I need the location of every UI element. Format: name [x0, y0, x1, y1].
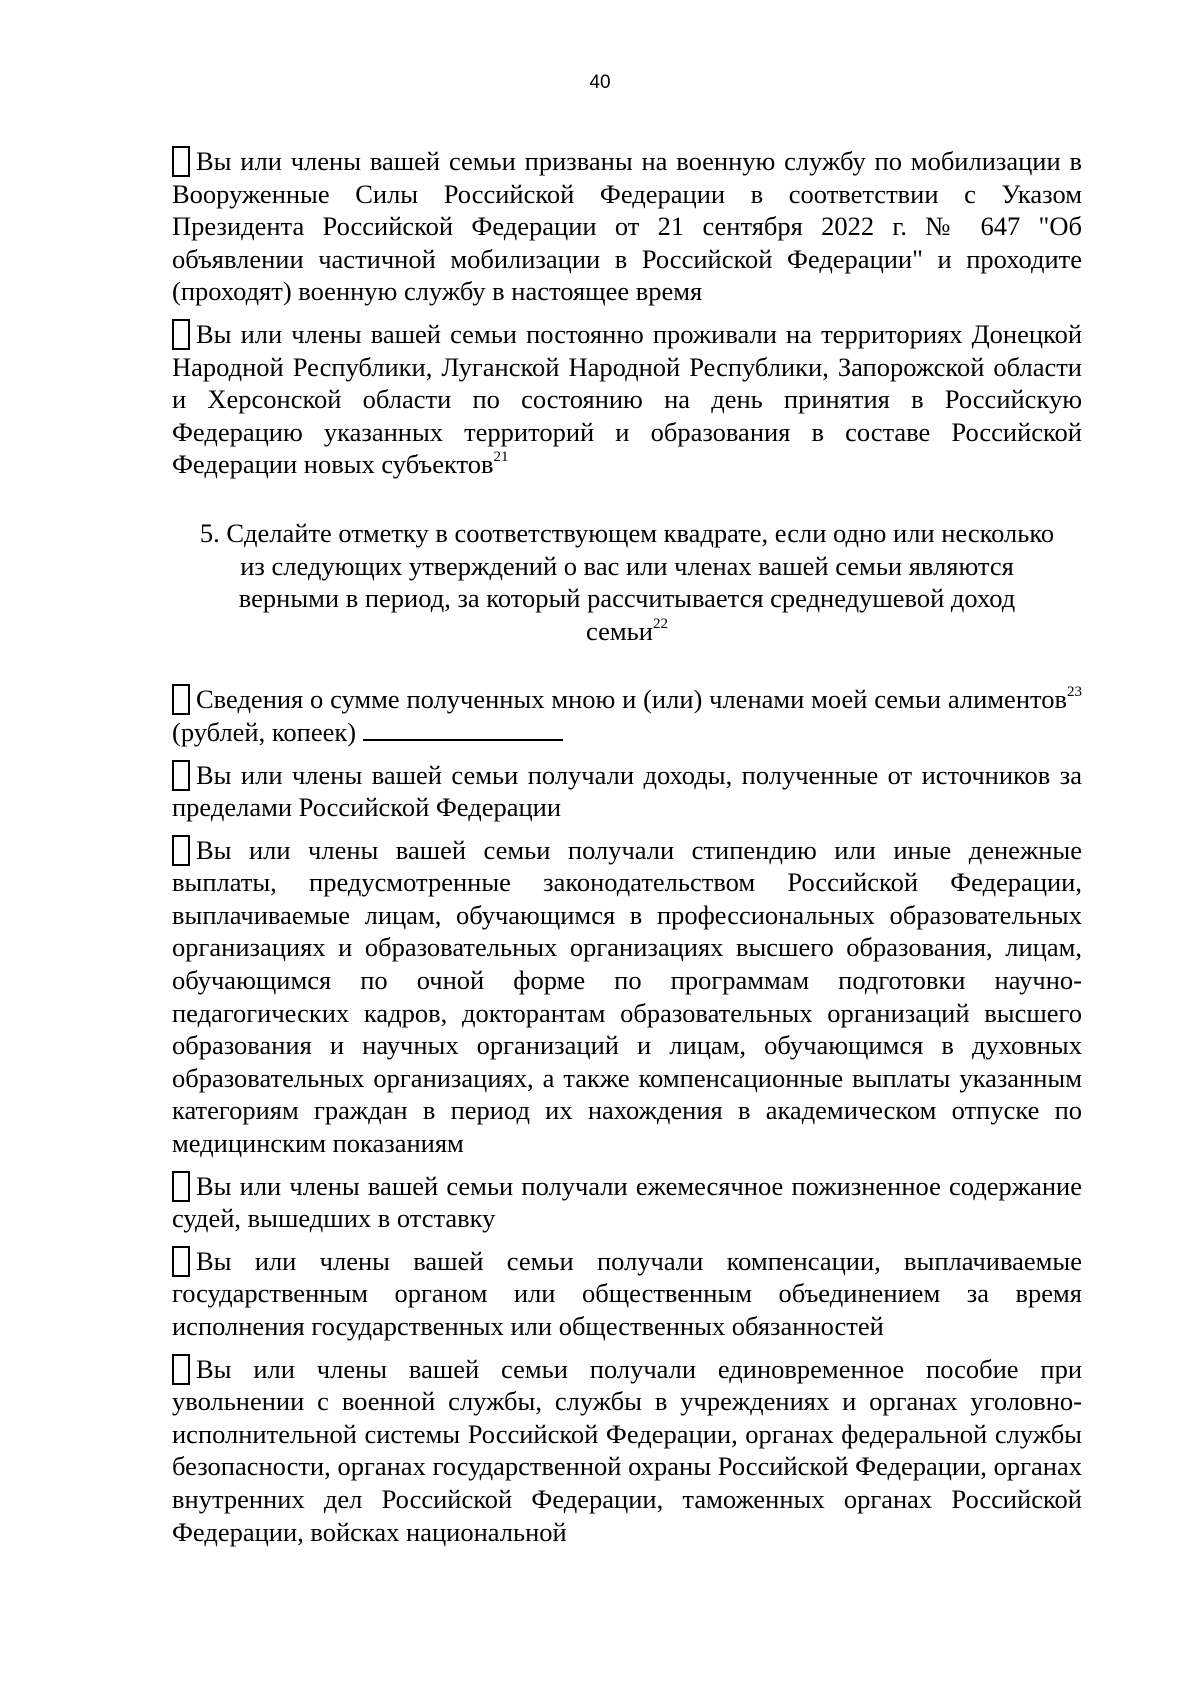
option-text: Вы или члены вашей семьи получали единовременное пособие при увольнении с военной службы, службы в учреждениях и органах уголовно-исполнительной системы Российской Федерации, органах федеральной службы безопасности, органах государственной охраны Российской Федерации, органах внутренних дел Российской Федерации, таможенных органах Российской Федерации, войсках национальной	[172, 1353, 1082, 1547]
page-number: 40	[589, 72, 611, 93]
option-new-territories	[172, 318, 1082, 481]
option-checkbox[interactable]	[172, 1354, 190, 1385]
section-5-heading	[197, 517, 1057, 647]
form-content	[172, 145, 1082, 1558]
option-checkbox[interactable]	[172, 1246, 190, 1277]
option-discharge-allowance	[172, 1353, 1082, 1549]
option-checkbox[interactable]	[172, 835, 190, 866]
option-alimony	[172, 683, 1082, 748]
option-text: Вы или члены вашей семьи получали компенсации, выплачиваемые государственным органом или общественным объединением за время исполнения государственных или общественных обязанностей	[172, 1245, 1082, 1341]
option-text: Вы или члены вашей семьи призваны на военную службу по мобилизации в Вооруженные Силы Российской Федерации в соответствии с Указом Президента Российской Федерации от 21 сентября 2022 г. № 647 "Об объявлении частичной мобилизации в Российской Федерации" и проходите (проходят) военную службу в настоящее время	[172, 146, 1082, 307]
footnote-marker: 22	[652, 615, 668, 632]
option-text: Вы или члены вашей семьи получали ежемесячное пожизненное содержание судей, вышедших в отставку	[172, 1170, 1082, 1234]
section-heading-text: 5. Сделайте отметку в соответствующем квадрате, если одно или несколько из следующих утверждений о вас или членах вашей семьи являются верными в период, за который рассчитывается среднедушевой доход семьи	[199, 517, 1055, 646]
option-judges-allowance	[172, 1170, 1082, 1235]
footnote-marker: 21	[493, 449, 509, 466]
option-foreign-income	[172, 759, 1082, 824]
option-checkbox[interactable]	[172, 684, 190, 715]
alimony-amount-field[interactable]	[363, 717, 563, 741]
footnote-marker: 23	[1067, 684, 1082, 701]
option-text: Вы или члены вашей семьи получали доходы, полученные от источников за пределами Российской Федерации	[172, 759, 1082, 823]
option-checkbox[interactable]	[172, 146, 190, 177]
option-text: Вы или члены вашей семьи получали стипендию или иные денежные выплаты, предусмотренные законодательством Российской Федерации, выплачиваемые лицам, обучающимся в профессиональных образовательных организациях и образовательных организациях высшего образования, лицам, обучающимся по очной форме по программам подготовки научно-педагогических кадров, докторантам образовательных организаций высшего образования и научных организаций и лицам, обучающимся в духовных образовательных организациях, а также компенсационные выплаты указанным категориям граждан в период их нахождения в академическом отпуске по медицинским показаниям	[172, 834, 1082, 1159]
option-text: Вы или члены вашей семьи постоянно проживали на территориях Донецкой Народной Республики, Луганской Народной Республики, Запорожской области и Херсонской области по состоянию на день принятия в Российскую Федерацию указанных территорий и образования в составе Российской Федерации новых субъектов	[172, 318, 1082, 480]
option-text: (рублей, копеек)	[172, 716, 363, 747]
option-text: Сведения о сумме полученных мною и (или) членами моей семьи алиментов	[196, 684, 1067, 715]
option-checkbox[interactable]	[172, 760, 190, 791]
option-compensation	[172, 1245, 1082, 1343]
option-stipend	[172, 834, 1082, 1160]
option-checkbox[interactable]	[172, 319, 190, 350]
option-checkbox[interactable]	[172, 1171, 190, 1202]
option-mobilization	[172, 145, 1082, 308]
